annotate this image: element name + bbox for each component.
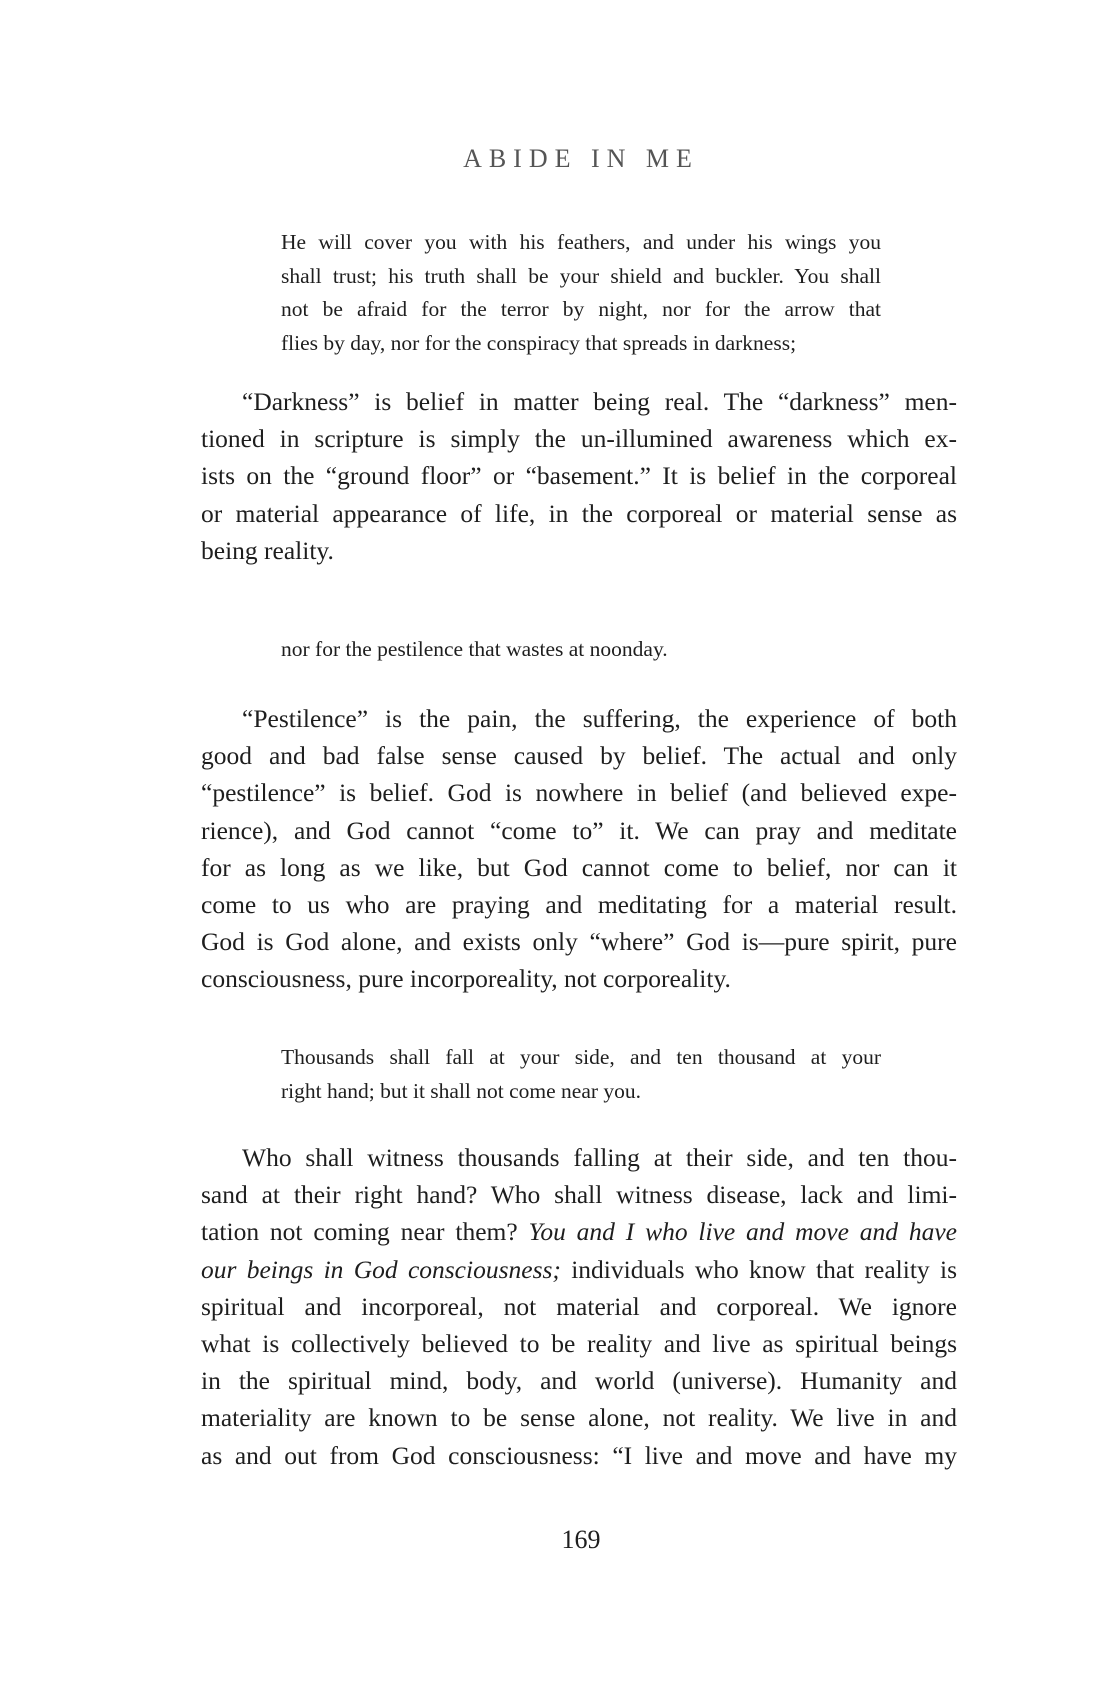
paragraph-line: Who shall witness thousands falling at their side, and ten thou- bbox=[242, 1143, 957, 1172]
body-paragraph-1 bbox=[201, 383, 957, 569]
paragraph-line: as and out from God consciousness: “I live and move and have my bbox=[201, 1440, 957, 1470]
paragraph-line: sand at their right hand? Who shall witness disease, lack and limi- bbox=[201, 1180, 957, 1210]
scripture-quote-3 bbox=[281, 1041, 881, 1108]
paragraph-line: or material appearance of life, in the corporeal or material sense as bbox=[201, 498, 957, 528]
scripture-quote-2 bbox=[281, 633, 881, 667]
quote-line: He will cover you with his feathers, and under his wings you bbox=[281, 230, 881, 254]
paragraph-line bbox=[201, 1251, 957, 1288]
paragraph-line: come to us who are praying and meditating for a material result. bbox=[201, 890, 957, 920]
body-paragraph-2 bbox=[201, 700, 957, 998]
paragraph-line: what is collectively believed to be reality and live as spiritual beings bbox=[201, 1329, 957, 1359]
scripture-quote-1 bbox=[281, 226, 881, 360]
quote-line: not be afraid for the terror by night, nor for the arrow that bbox=[281, 297, 881, 321]
paragraph-line: for as long as we like, but God cannot come to belief, nor can it bbox=[201, 852, 957, 882]
quote-line: right hand; but it shall not come near you. bbox=[281, 1078, 642, 1103]
quote-line: shall trust; his truth shall be your shield and buckler. You shall bbox=[281, 263, 881, 288]
line-text: individuals who know that reality is bbox=[560, 1254, 957, 1284]
quote-line: Thousands shall fall at your side, and ten thousand at your bbox=[281, 1045, 881, 1069]
paragraph-line: “Darkness” is belief in matter being real. The “darkness” men- bbox=[242, 387, 957, 416]
line-text: tation not coming near them? bbox=[201, 1217, 529, 1247]
paragraph-line: God is God alone, and exists only “where” God is—pure spirit, pure bbox=[201, 927, 957, 957]
italic-emphasis: our beings in God consciousness; bbox=[201, 1254, 561, 1284]
paragraph-line: in the spiritual mind, body, and world (universe). Humanity and bbox=[201, 1366, 957, 1396]
paragraph-line: good and bad false sense caused by belief. The actual and only bbox=[201, 741, 957, 771]
paragraph-line: being reality. bbox=[201, 535, 334, 565]
paragraph-line: materiality are known to be sense alone, not reality. We live in and bbox=[201, 1403, 957, 1433]
paragraph-line: rience), and God cannot “come to” it. We can pray and meditate bbox=[201, 815, 957, 845]
page-number: 169 bbox=[561, 1525, 601, 1554]
italic-emphasis: You and I who live and move and have bbox=[528, 1217, 957, 1247]
paragraph-line bbox=[201, 1213, 957, 1250]
body-paragraph-3 bbox=[201, 1139, 957, 1474]
paragraph-line: spiritual and incorporeal, not material and corporeal. We ignore bbox=[201, 1291, 957, 1321]
paragraph-line: “Pestilence” is the pain, the suffering, the experience of both bbox=[242, 704, 957, 733]
paragraph-line: tioned in scripture is simply the un-illumined awareness which ex- bbox=[201, 424, 957, 454]
running-head: ABIDE IN ME bbox=[463, 144, 699, 173]
paragraph-line: ists on the “ground floor” or “basement.” It is belief in the corporeal bbox=[201, 461, 957, 491]
quote-line: flies by day, nor for the conspiracy that spreads in darkness; bbox=[281, 330, 797, 355]
paragraph-line: “pestilence” is belief. God is nowhere in belief (and believed expe- bbox=[201, 778, 957, 808]
paragraph-line: consciousness, pure incorporeality, not corporeality. bbox=[201, 964, 731, 994]
quote-line: nor for the pestilence that wastes at noonday. bbox=[281, 637, 668, 661]
